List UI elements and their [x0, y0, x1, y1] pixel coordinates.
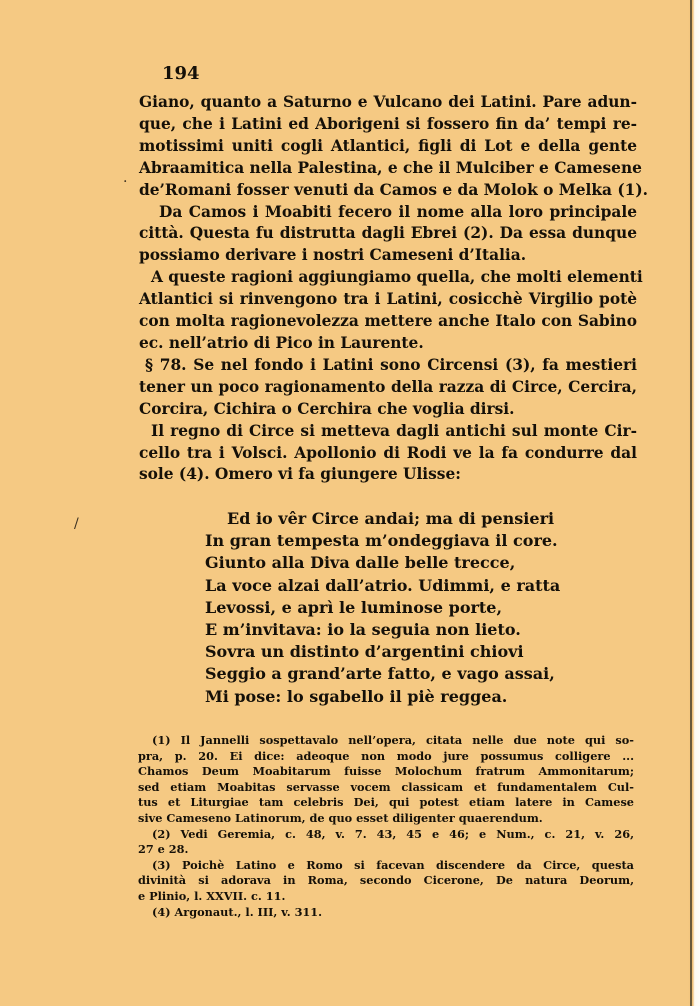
footnote-line: pra, p. 20. Ei dice: adeoque non modo jure possumus colligere ...: [138, 748, 634, 763]
text-line: Da Camos i Moabiti fecero il nome alla loro principale: [159, 202, 637, 221]
text-line: sole (4). Omero vi fa giungere Ulisse:: [139, 465, 461, 484]
text-line: Corcira, Cichira o Cerchira che voglia dirsi.: [139, 399, 515, 418]
page-edge-line: [690, 0, 692, 1006]
verse-line: Sovra un distinto d’argentini chiovi: [205, 642, 524, 662]
page-number: 194: [162, 63, 200, 84]
footnote-line: sed etiam Moabitas servasse vocem classicam et fundamentalem Cul-: [138, 779, 634, 794]
text-line: tener un poco ragionamento della razza di Circe, Cercira,: [139, 377, 637, 396]
footnote-line: 27 e 28.: [138, 842, 189, 857]
text-line: de’Romani fosser venuti da Camos e da Molok o Melka (1).: [139, 180, 649, 199]
footnotes: [138, 733, 634, 920]
text-line: que, che i Latini ed Aborigeni si fossero fin da’ tempi re-: [139, 114, 637, 133]
text-line: con molta ragionevolezza mettere anche Italo con Sabino: [139, 312, 637, 331]
margin-dot-mark: .: [123, 170, 128, 186]
verse-quote: [205, 508, 560, 708]
text-line: A queste ragioni aggiungiamo quella, che molti elementi: [151, 268, 643, 287]
text-line: motissimi uniti cogli Atlantici, figli di Lot e della gente: [139, 136, 637, 155]
footnote-line: tus et Liturgiae tam celebris Dei, qui potest etiam latere in Camese: [138, 795, 634, 810]
verse-line: Levossi, e aprì le luminose porte,: [205, 597, 503, 617]
text-line: cello tra i Volsci. Apollonio di Rodi ve la fa condurre dal: [139, 443, 637, 462]
text-line: Il regno di Circe si metteva dagli antichi sul monte Cir-: [151, 421, 637, 440]
footnote-line: (2) Vedi Geremia, c. 48, v. 7. 43, 45 e 46; e Num., c. 21, v. 26,: [152, 826, 634, 841]
verse-line: Giunto alla Diva dalle belle trecce,: [205, 553, 516, 573]
text-line: Abraamitica nella Palestina, e che il Mulciber e Camesene: [139, 158, 642, 177]
footnote-line: divinità si adorava in Roma, secondo Cicerone, De natura Deorum,: [138, 873, 634, 888]
verse-line: In gran tempesta m’ondeggiava il core.: [205, 531, 558, 551]
footnote-line: Chamos Deum Moabitarum fuisse Molochum fratrum Ammonitarum;: [138, 764, 634, 779]
verse-line: Seggio a grand’arte fatto, e vago assai,: [205, 664, 555, 684]
text-line: § 78. Se nel fondo i Latini sono Circensi (3), fa mestieri: [145, 355, 637, 374]
text-line: possiamo derivare i nostri Cameseni d’Italia.: [139, 246, 527, 265]
footnote-line: e Plinio, l. XXVII. c. 11.: [138, 888, 286, 903]
margin-slash-mark: /: [74, 516, 79, 532]
text-line: Giano, quanto a Saturno e Vulcano dei Latini. Pare adun-: [139, 93, 637, 111]
footnote-line: sive Cameseno Latinorum, de quo esset diligenter quaerendum.: [138, 810, 543, 825]
verse-line: La voce alzai dall’atrio. Udimmi, e ratta: [205, 575, 561, 595]
verse-line: Mi pose: lo sgabello il piè reggea.: [205, 686, 508, 706]
text-line: ec. nell’atrio di Pico in Laurente.: [139, 333, 424, 352]
body-text: [139, 92, 649, 486]
footnote-line: (1) Il Jannelli sospettavalo nell’opera, citata nelle due note qui so-: [152, 733, 634, 747]
verse-line: E m’invitava: io la seguia non lieto.: [205, 620, 521, 640]
footnote-line: (4) Argonaut., l. III, v. 311.: [152, 904, 323, 919]
footnote-line: (3) Poichè Latino e Romo si facevan discendere da Circe, questa: [152, 857, 634, 872]
verse-line: Ed io vêr Circe andai; ma di pensieri: [227, 509, 555, 528]
text-line: città. Questa fu distrutta dagli Ebrei (2). Da essa dunque: [139, 224, 637, 243]
text-line: Atlantici si rinvengono tra i Latini, cosicchè Virgilio potè: [139, 290, 637, 309]
